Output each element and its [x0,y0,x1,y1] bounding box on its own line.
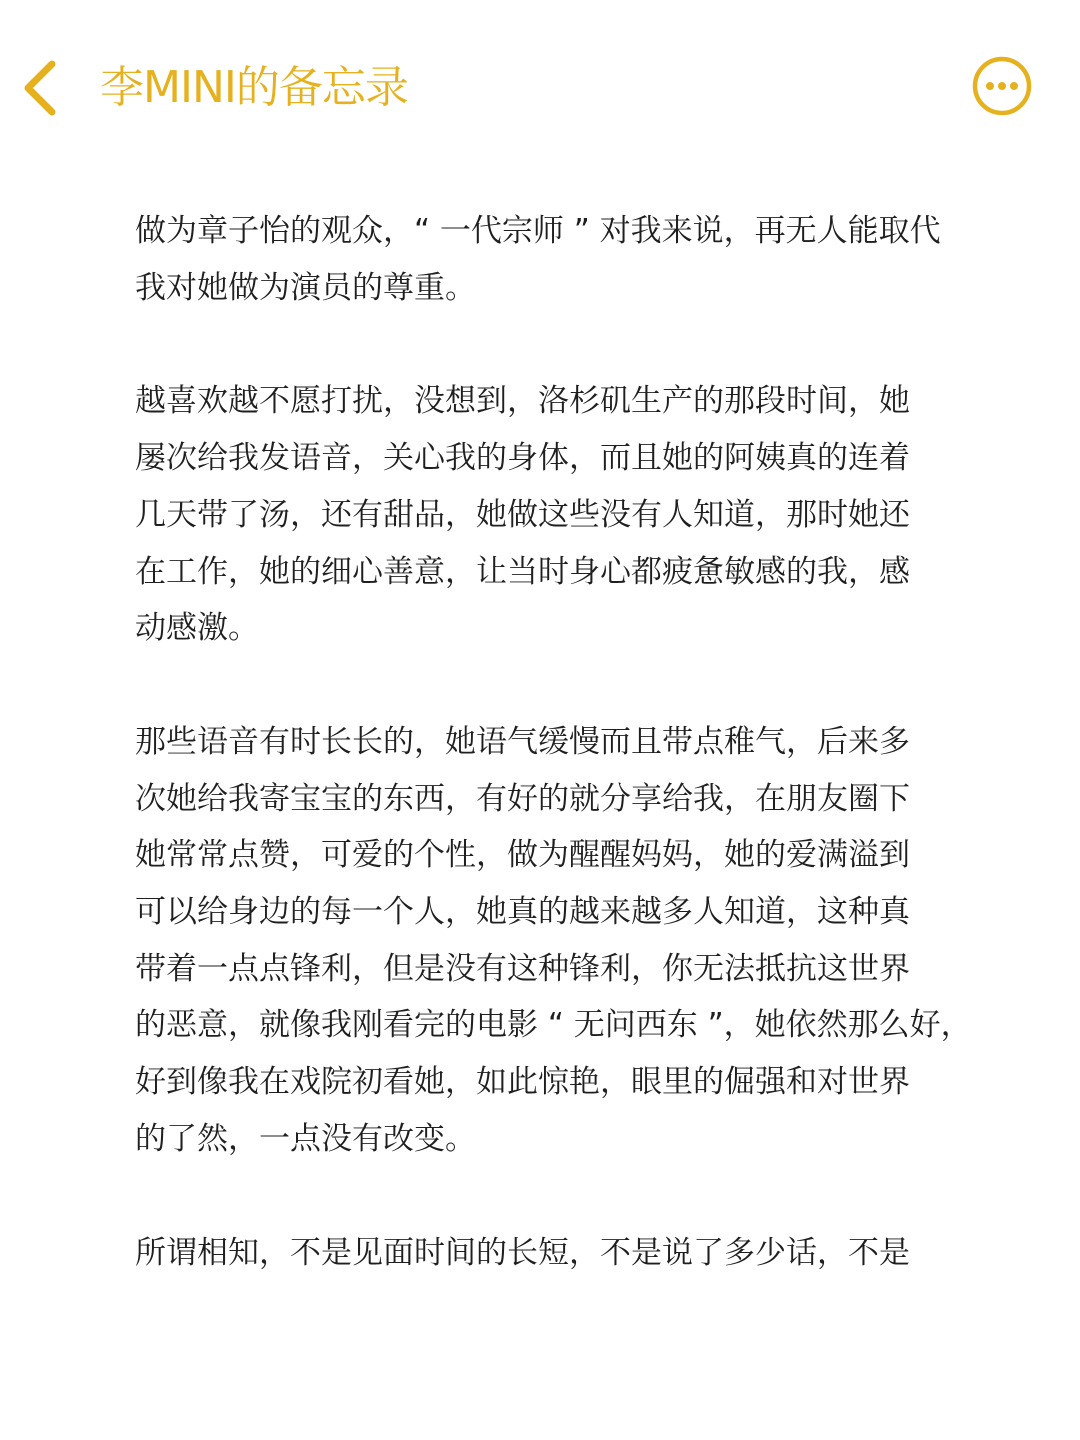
note-body[interactable] [135,203,985,1338]
back-button[interactable] [16,56,72,120]
note-paragraph-1: 做为章子怡的观众，“ 一代宗师 ” 对我来说，再无人能取代 我对她做为演员的尊重。 [135,213,941,306]
note-paragraph-4: 所谓相知，不是见面时间的长短，不是说了多少话，不是 [135,1234,910,1271]
more-options-button[interactable] [971,55,1033,117]
more-horizontal-circle-icon [971,55,1033,117]
page-title: 李MINI的备忘录 [100,62,408,113]
navigation-header [0,0,1080,175]
note-paragraph-2: 越喜欢越不愿打扰，没想到，洛杉矶生产的那段时间，她 屡次给我发语音，关心我的身体，而且她的阿姨真的连着 几天带了汤，还有甜品，她做这些没有人知道，那时她还 在工作，她的细心善意，让当时身心都疲惫敏感的我，感 动感激。 [135,383,910,647]
chevron-left-icon [16,56,72,120]
note-paragraph-3: 那些语音有时长长的，她语气缓慢而且带点稚气，后来多 次她给我寄宝宝的东西，有好的就分享给我，在朋友圈下 她常常点赞，可爱的个性，做为醒醒妈妈，她的爱满溢到 可以给身边的每一个人，她真的越来越多人知道，这种真 带着一点点锋利，但是没有这种锋利，你无法抵抗这世界 的恶意，就像我刚看完的电影 “ 无问西东 ”，她依然那么好， 好到像我在戏院初看她，如此惊艳，眼里的倔强和对世界 的了然，一点没有改变。 [135,723,972,1157]
